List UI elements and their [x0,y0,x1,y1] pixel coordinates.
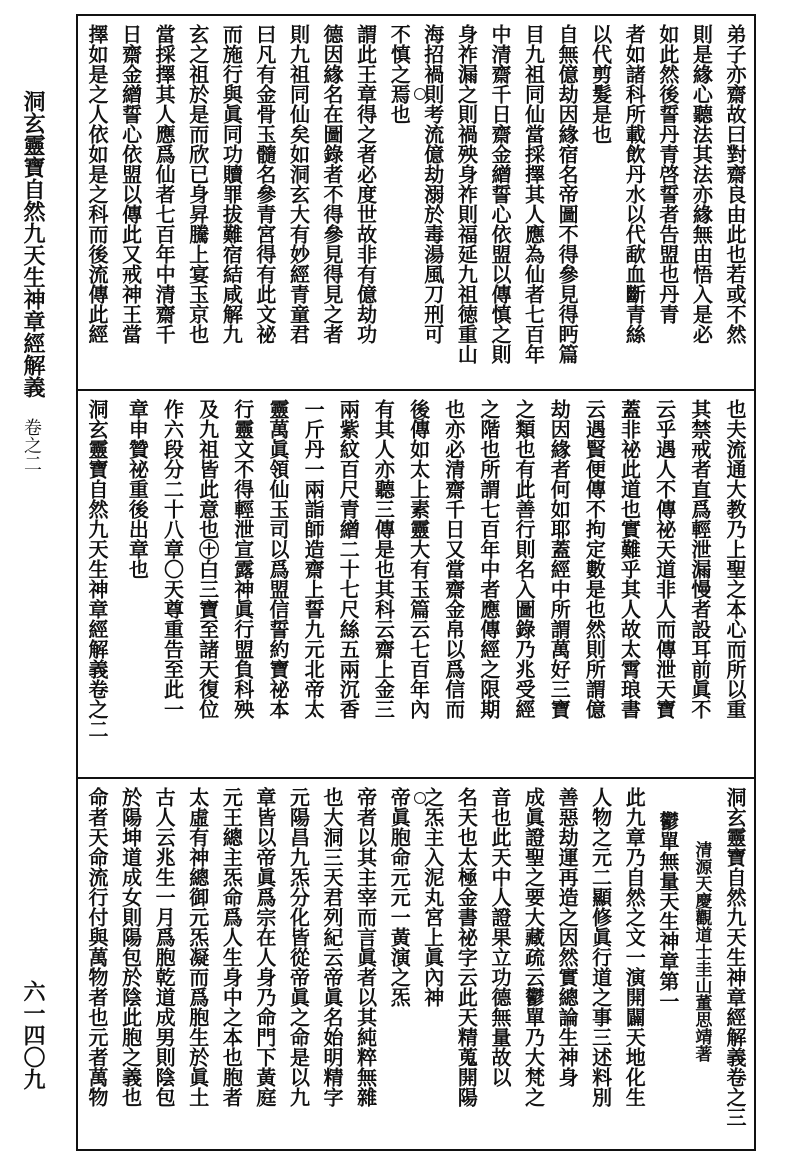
text-column: 帝眞胞命元元一黃演之炁 [387,787,412,1007]
text-column: 作六段分二十八章〇天尊重告至此一 [160,399,185,719]
text-column: 玄之祖於是而欣已身昇騰上宴玉京也 [185,24,210,344]
text-column: 名天也太極金書祕字云此天精蒐開陽 [454,787,479,1107]
text-column: 則是緣心聽法其法亦緣無由悟入是必 [689,24,714,344]
text-column: 其禁戒者直爲輕泄漏慢者設耳前眞不 [687,399,712,719]
side-title: 洞玄靈寶自然九天生神章經解義 [20,90,46,398]
text-column: 靈萬眞領仙玉司以爲盟信誓約寶祕本 [265,399,290,719]
text-column: 鬱單無量天生神章第一 [655,811,680,1011]
panel-divider [76,389,756,391]
text-column: 章申贊祕重後出章也 [125,399,150,579]
text-column: 之類也有此善行則名入圖錄乃兆受經 [512,399,537,719]
text-column: 人物之元二顯修眞行道之事三述料別 [588,787,613,1107]
text-column: 云乎遇人不傳祕天道非人而傳泄天寶 [652,399,677,719]
text-column: 劫因緣者何如耶蓋經中所謂萬好三寶 [547,399,572,719]
text-column: 不慎之焉也 [387,24,412,124]
text-column: 此九章乃自然之文一演開闢天地化生 [622,787,647,1107]
text-column: 於陽坤道成女則陽包於陰此胞之義也 [118,787,143,1107]
text-column: 而施行與眞同功贖罪拔難宿結咸解九 [219,24,244,344]
text-column: 自無億劫因緣宿名帝圖不得參見得眄篇 [555,24,580,364]
panel-middle [82,393,750,773]
text-column: 一斤丹一兩詣師造齋上誓九元北帝太 [301,399,326,719]
panel-top [82,18,750,386]
text-column: 曰凡有金骨玉髓名參青宮得有此文祕 [252,24,277,344]
text-column: 及九祖皆此意也㊉白三寶至諸天復位 [195,399,220,719]
text-column: 古人云兆生一月爲胞乾道成男則陰包 [152,787,177,1107]
text-column: 謂此王章得之者必度世故非有億劫功 [353,24,378,344]
text-column: 元陽昌九炁分化皆從帝眞之命是以九 [286,787,311,1107]
text-column: 善惡劫運再造之因然實總論生神身 [555,787,580,1087]
text-column: 音也此天中人證果立功德無量故以 [487,787,512,1087]
text-column: 洞玄靈寶自然九天生神章經解義卷之二 [85,399,109,739]
panel-columns [82,18,750,386]
text-column: 洞玄靈寶自然九天生神章經解義卷之三 [722,787,747,1127]
text-column: 清源天慶觀道士圭山董思靖著 [691,841,712,1062]
text-column: 當採擇其人應爲仙者七百年中清齋千 [152,24,177,344]
text-column: 命者天命流行付與萬物者也元者萬物 [85,787,109,1107]
paragraph-circle-mark [414,88,426,100]
text-column: 海招禍則考流億劫溺於毒湯風刀刑可 [420,24,445,344]
text-column: 也夫流通大教乃上聖之本心而所以重 [722,399,747,719]
panel-bottom [82,781,750,1147]
text-column: 有其人亦聽三傳是也其科云齋上金三 [371,399,396,719]
text-column: 行靈文不得輕泄宣露神眞行盟負科殃 [230,399,255,719]
text-column: 蓋非祕此道也實難乎其人故太霄琅書 [617,399,642,719]
side-volume: 卷之二 [21,418,42,472]
paragraph-circle-mark [414,792,426,804]
text-column: 德因緣名在圖錄者不得參見得見之者 [320,24,345,344]
text-column: 也亦必清齋千日又當齋金帛以爲信而 [441,399,466,719]
text-column: 身祚漏之則禍殃身祚則福延九祖徳重山 [454,24,479,364]
text-column: 目九祖同仙當採擇其人應為仙者七百年 [521,24,546,364]
text-column: 日齋金繒誓心依盟以傳此又戒神王當 [118,24,143,344]
text-column: 云遇賢便傳不拘定數是也然則所謂億 [582,399,607,719]
panel-columns [82,393,750,773]
text-column: 兩紫紋百尺青繒二十七尺絲五兩沉香 [336,399,361,719]
text-column: 則九祖同仙矣如洞玄大有妙經青童君 [286,24,311,344]
text-column: 之炁主入泥丸宮上眞內神 [420,787,445,1007]
paragraph-circle-mark [414,408,426,420]
text-column: 成眞證聖之要大藏疏云鬱單乃大梵之 [521,787,546,1107]
text-column: 如此然後誓丹青啓誓者告盟也丹青 [655,24,680,324]
text-column: 擇如是之人依如是之科而後流傳此經 [85,24,109,344]
text-column: 也大洞三天君列紀云帝眞名始明精字 [320,787,345,1107]
text-column: 者如諸科所載飲丹水以代歃血斷青絲 [622,24,647,344]
panel-divider [76,777,756,779]
text-column: 太虛有神總御元炁凝而爲胞生於眞土 [185,787,210,1107]
text-column: 帝者以其主宰而言眞者以其純粹無雜 [353,787,378,1107]
text-column: 中清齋千日齋金繒誓心依盟以傳慎之則 [487,24,512,364]
text-column: 後傳如太上素靈大有玉篇云七百年內 [406,399,431,719]
text-column: 之階也所謂七百年中者應傳經之限期 [476,399,501,719]
page-number: 六一四〇九 [20,980,46,1090]
text-column: 以代剪髮是也 [588,24,613,144]
text-column: 章皆以帝眞爲宗在人身乃命門下黃庭 [252,787,277,1107]
text-column: 元王總主炁命爲人生身中之本也胞者 [219,787,244,1107]
text-column: 弟子亦齋故曰對齋良由此也若或不然 [722,24,747,344]
panel-columns [82,781,750,1147]
